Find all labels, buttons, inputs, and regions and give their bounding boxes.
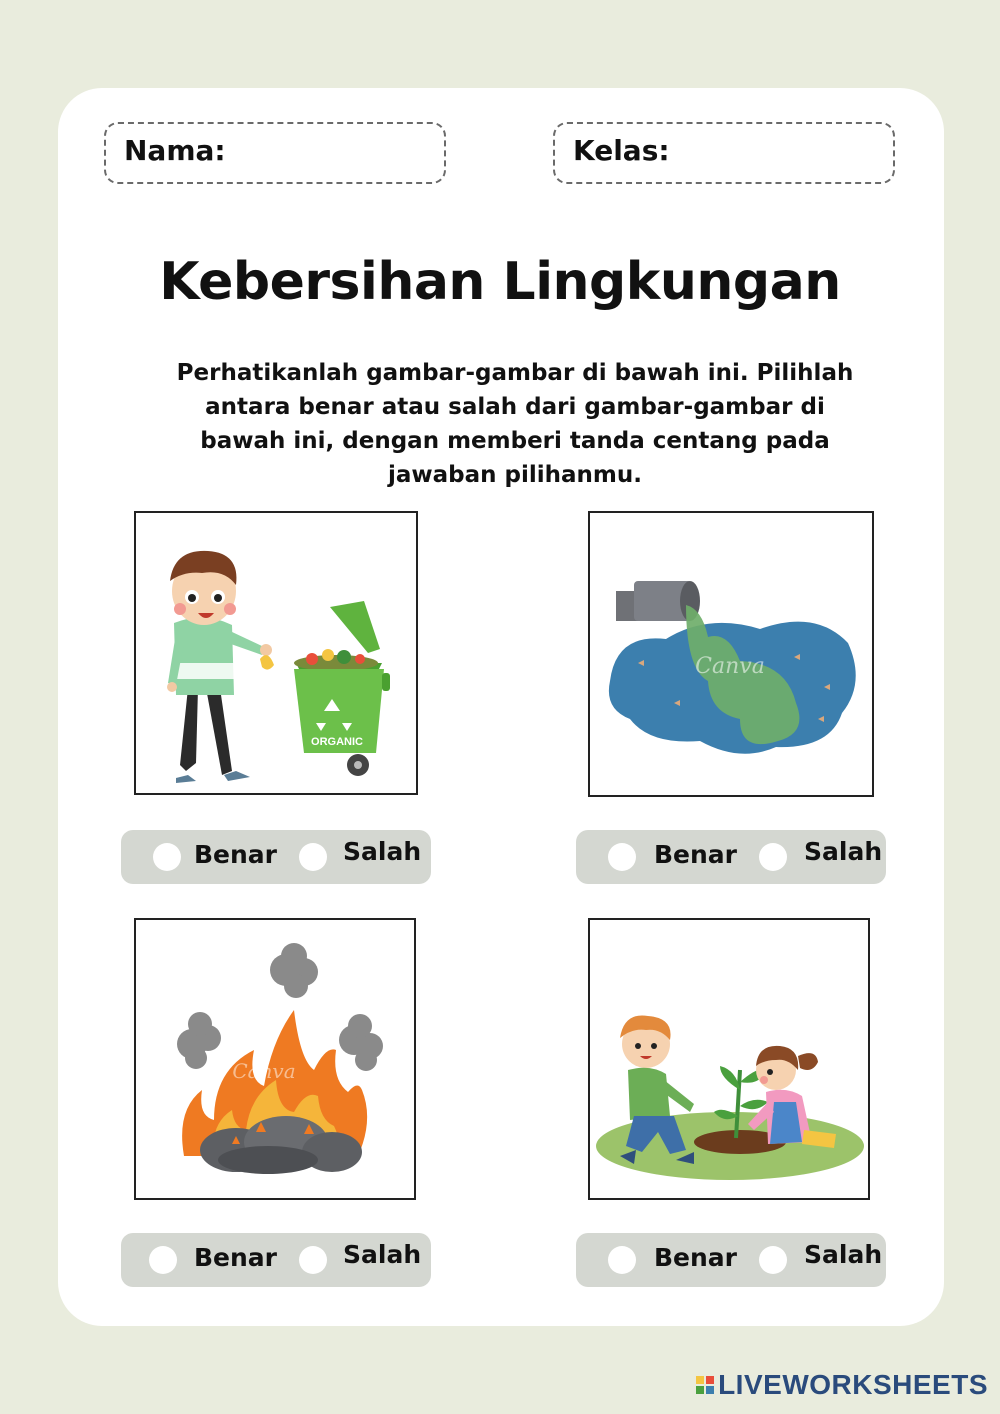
polluted-water-illustration — [609, 605, 856, 754]
option-benar-label-3[interactable]: Benar — [194, 1243, 278, 1272]
organic-bin-illustration — [294, 601, 390, 776]
canva-watermark: Canva — [232, 1059, 296, 1083]
radio-salah-2[interactable] — [759, 843, 787, 871]
radio-benar-2[interactable] — [608, 843, 636, 871]
bin-label: ORGANIC — [311, 736, 363, 748]
radio-benar-3[interactable] — [149, 1246, 177, 1274]
radio-salah-3[interactable] — [299, 1246, 327, 1274]
option-salah-label-2[interactable]: Salah — [804, 837, 883, 866]
radio-salah-4[interactable] — [759, 1246, 787, 1274]
picture-1-boy-organic-bin — [134, 511, 418, 795]
answer-box-2 — [576, 830, 886, 884]
radio-salah-1[interactable] — [299, 843, 327, 871]
picture-2-water-pollution — [588, 511, 874, 797]
option-salah-label-4[interactable]: Salah — [804, 1240, 883, 1269]
radio-benar-4[interactable] — [608, 1246, 636, 1274]
picture-4-kids-planting — [588, 918, 870, 1200]
answer-box-4 — [576, 1233, 886, 1287]
option-benar-label-4[interactable]: Benar — [654, 1243, 738, 1272]
name-field[interactable] — [104, 122, 446, 184]
liveworksheets-logo-icon — [696, 1376, 714, 1394]
liveworksheets-brand[interactable] — [696, 1370, 988, 1400]
option-benar-label-1[interactable]: Benar — [194, 840, 278, 869]
name-label: Nama: — [124, 134, 226, 167]
page-title: Kebersihan Lingkungan — [159, 252, 841, 312]
option-salah-label-3[interactable]: Salah — [343, 1240, 422, 1269]
option-salah-label-1[interactable]: Salah — [343, 837, 422, 866]
brand-text: LIVEWORKSHEETS — [718, 1369, 988, 1400]
instruction-text: Perhatikanlah gambar-gambar di bawah ini. Pilihlah antara benar atau salah dari gambar-gambar di bawah ini, dengan memberi tanda centang pada jawaban pilihanmu. — [176, 360, 854, 488]
picture-3-burning-trash — [134, 918, 416, 1200]
class-field[interactable] — [553, 122, 895, 184]
answer-box-1 — [121, 830, 431, 884]
boy-illustration — [167, 551, 274, 783]
option-benar-label-2[interactable]: Benar — [654, 840, 738, 869]
class-label: Kelas: — [573, 134, 670, 167]
canva-watermark: Canva — [695, 654, 765, 679]
answer-box-3 — [121, 1233, 431, 1287]
radio-benar-1[interactable] — [153, 843, 181, 871]
